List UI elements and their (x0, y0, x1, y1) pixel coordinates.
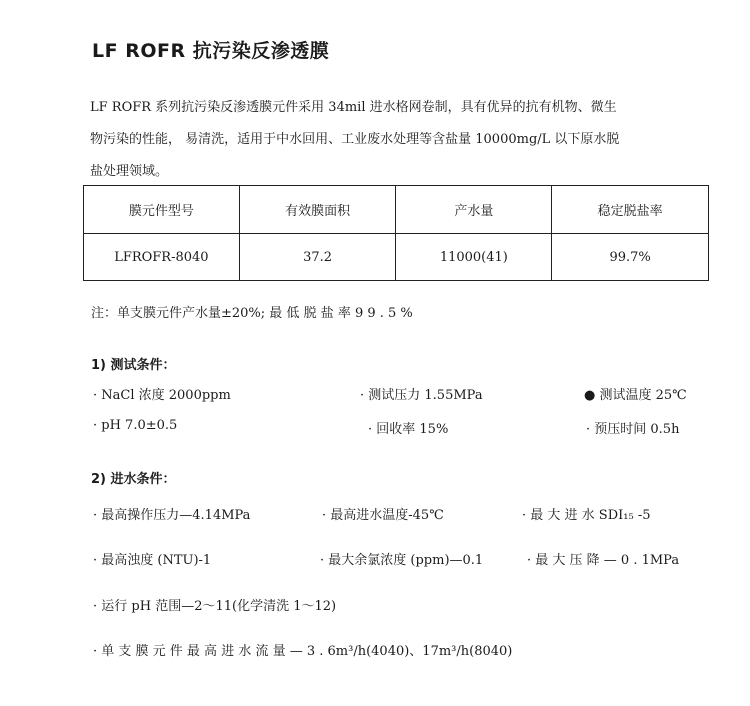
feed-condition-item: · 最 大 压 降 — 0 . 1MPa (527, 553, 680, 568)
feed-conditions-heading: 2) 进水条件： (91, 472, 176, 487)
intro-line: 物污染的性能， 易清洗，适用于中水回用、工业废水处理等含盐量 10000mg/L 以下原水脱 (90, 132, 620, 147)
test-condition-item: · 测试压力 1.55MPa (360, 388, 483, 403)
feed-condition-item: · 最大余氯浓度 (ppm)—0.1 (320, 553, 484, 568)
test-conditions-heading: 1) 测试条件： (91, 358, 176, 373)
table-row (84, 234, 709, 281)
intro-line: LF ROFR 系列抗污染反渗透膜元件采用 34mil 进水格网卷制，具有优异的抗有机物、微生 (90, 100, 617, 115)
test-condition-item: · pH 7.0±0.5 (93, 418, 178, 433)
note-text: 注：单支膜元件产水量±20%; 最 低 脱 盐 率 9 9 . 5 % (91, 306, 413, 321)
cell-flow: 11000(41) (396, 234, 552, 281)
cell-model: LFROFR-8040 (84, 234, 240, 281)
feed-condition-item: · 最高浊度 (NTU)-1 (93, 553, 212, 568)
feed-condition-item: · 最高进水温度-45℃ (322, 508, 444, 523)
feed-condition-item: · 最高操作压力—4.14MPa (93, 508, 251, 523)
feed-condition-item: · 单 支 膜 元 件 最 高 进 水 流 量 — 3 . 6m³/h(4040)、17m³/h(8040) (93, 644, 513, 659)
col-header-rejection: 稳定脱盐率 (552, 186, 709, 234)
page-title: LF ROFR 抗污染反渗透膜 (92, 40, 330, 62)
spec-table (83, 185, 709, 281)
test-condition-item: ● 测试温度 25℃ (584, 388, 687, 403)
col-header-flow: 产水量 (396, 186, 552, 234)
intro-paragraph (90, 92, 710, 188)
feed-condition-item: · 最 大 进 水 SDI₁₅ -5 (522, 508, 651, 523)
table-header-row (84, 186, 709, 234)
test-condition-item: · NaCl 浓度 2000ppm (93, 388, 231, 403)
col-header-model: 膜元件型号 (84, 186, 240, 234)
intro-line: 盐处理领域。 (90, 164, 169, 179)
col-header-area: 有效膜面积 (239, 186, 396, 234)
test-condition-item: · 预压时间 0.5h (586, 422, 680, 437)
cell-rejection: 99.7% (552, 234, 709, 281)
cell-area: 37.2 (239, 234, 396, 281)
test-condition-item: · 回收率 15% (368, 422, 449, 437)
feed-condition-item: · 运行 pH 范围—2～11(化学清洗 1～12) (93, 599, 337, 614)
